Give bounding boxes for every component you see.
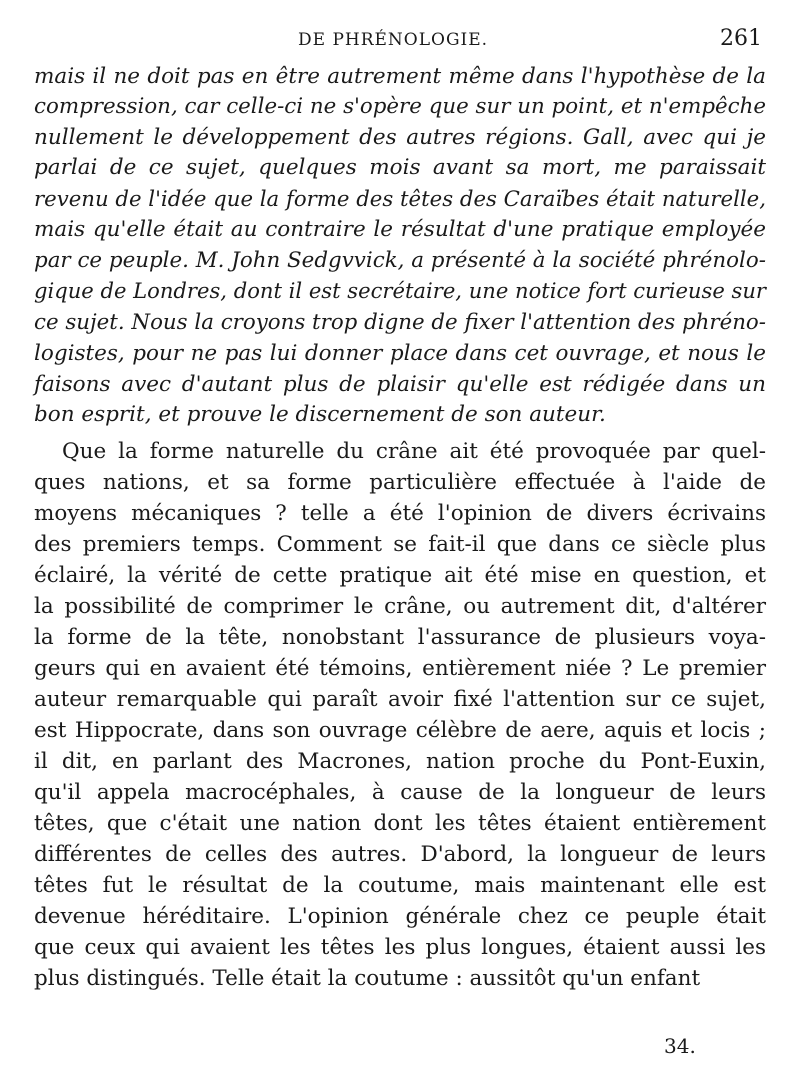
text-line: geurs qui en avaient été témoins, entièrement niée ? Le premier bbox=[34, 656, 766, 681]
page-number: 261 bbox=[720, 26, 762, 51]
text-line: la possibilité de comprimer le crâne, ou autrement dit, d'altérer bbox=[34, 594, 766, 619]
text-line: ce sujet. Nous la croyons trop digne de fixer l'attention des phréno- bbox=[34, 310, 766, 335]
text-line: parlai de ce sujet, quelques mois avant sa mort, me paraissait bbox=[34, 155, 766, 180]
text-line: que ceux qui avaient les têtes les plus longues, étaient aussi les bbox=[34, 935, 766, 960]
text-line: devenue héréditaire. L'opinion générale chez ce peuple était bbox=[34, 904, 766, 929]
text-line: la forme de la tête, nonobstant l'assurance de plusieurs voya- bbox=[34, 625, 766, 650]
text-line: différentes de celles des autres. D'abord, la longueur de leurs bbox=[34, 842, 766, 867]
text-line: bon esprit, et prouve le discernement de son auteur. bbox=[34, 402, 606, 427]
text-line: logistes, pour ne pas lui donner place dans cet ouvrage, et nous le bbox=[34, 341, 766, 366]
text-line: têtes fut le résultat de la coutume, mais maintenant elle est bbox=[34, 873, 766, 898]
text-line: mais qu'elle était au contraire le résultat d'une pratique employée bbox=[34, 217, 766, 242]
text-line: faisons avec d'autant plus de plaisir qu'elle est rédigée dans un bbox=[34, 372, 766, 397]
text-line: mais il ne doit pas en être autrement même dans l'hypothèse de la bbox=[34, 64, 766, 89]
text-line: par ce peuple. M. John Sedgvvick, a présenté à la société phrénolo- bbox=[34, 248, 766, 273]
text-line: ques nations, et sa forme particulière effectuée à l'aide de bbox=[34, 470, 766, 495]
running-head bbox=[0, 26, 800, 56]
text-line: il dit, en parlant des Macrones, nation proche du Pont-Euxin, bbox=[34, 749, 766, 774]
text-line: auteur remarquable qui paraît avoir fixé l'attention sur ce sujet, bbox=[34, 687, 766, 712]
text-line: revenu de l'idée que la forme des têtes des Caraïbes était naturelle, bbox=[34, 187, 766, 212]
text-line: est Hippocrate, dans son ouvrage célèbre de aere, aquis et locis ; bbox=[34, 718, 766, 743]
text-line: nullement le développement des autres régions. Gall, avec qui je bbox=[34, 125, 766, 150]
text-line: plus distingués. Telle était la coutume : aussitôt qu'un enfant bbox=[34, 966, 701, 991]
text-line: Que la forme naturelle du crâne ait été provoquée par quel- bbox=[62, 439, 766, 464]
text-line: qu'il appela macrocéphales, à cause de la longueur de leurs bbox=[34, 780, 766, 805]
text-line: têtes, que c'était une nation dont les têtes étaient entièrement bbox=[34, 811, 766, 836]
text-line: des premiers temps. Comment se fait-il que dans ce siècle plus bbox=[34, 532, 766, 557]
running-title: DE PHRÉNOLOGIE. bbox=[298, 30, 489, 50]
signature-mark: 34. bbox=[664, 1034, 696, 1058]
text-line: éclairé, la vérité de cette pratique ait été mise en question, et bbox=[34, 563, 766, 588]
text-line: gique de Londres, dont il est secrétaire, une notice fort curieuse sur bbox=[34, 279, 766, 304]
text-line: compression, car celle-ci ne s'opère que sur un point, et n'empêche bbox=[34, 94, 766, 119]
text-line: moyens mécaniques ? telle a été l'opinion de divers écrivains bbox=[34, 501, 766, 526]
